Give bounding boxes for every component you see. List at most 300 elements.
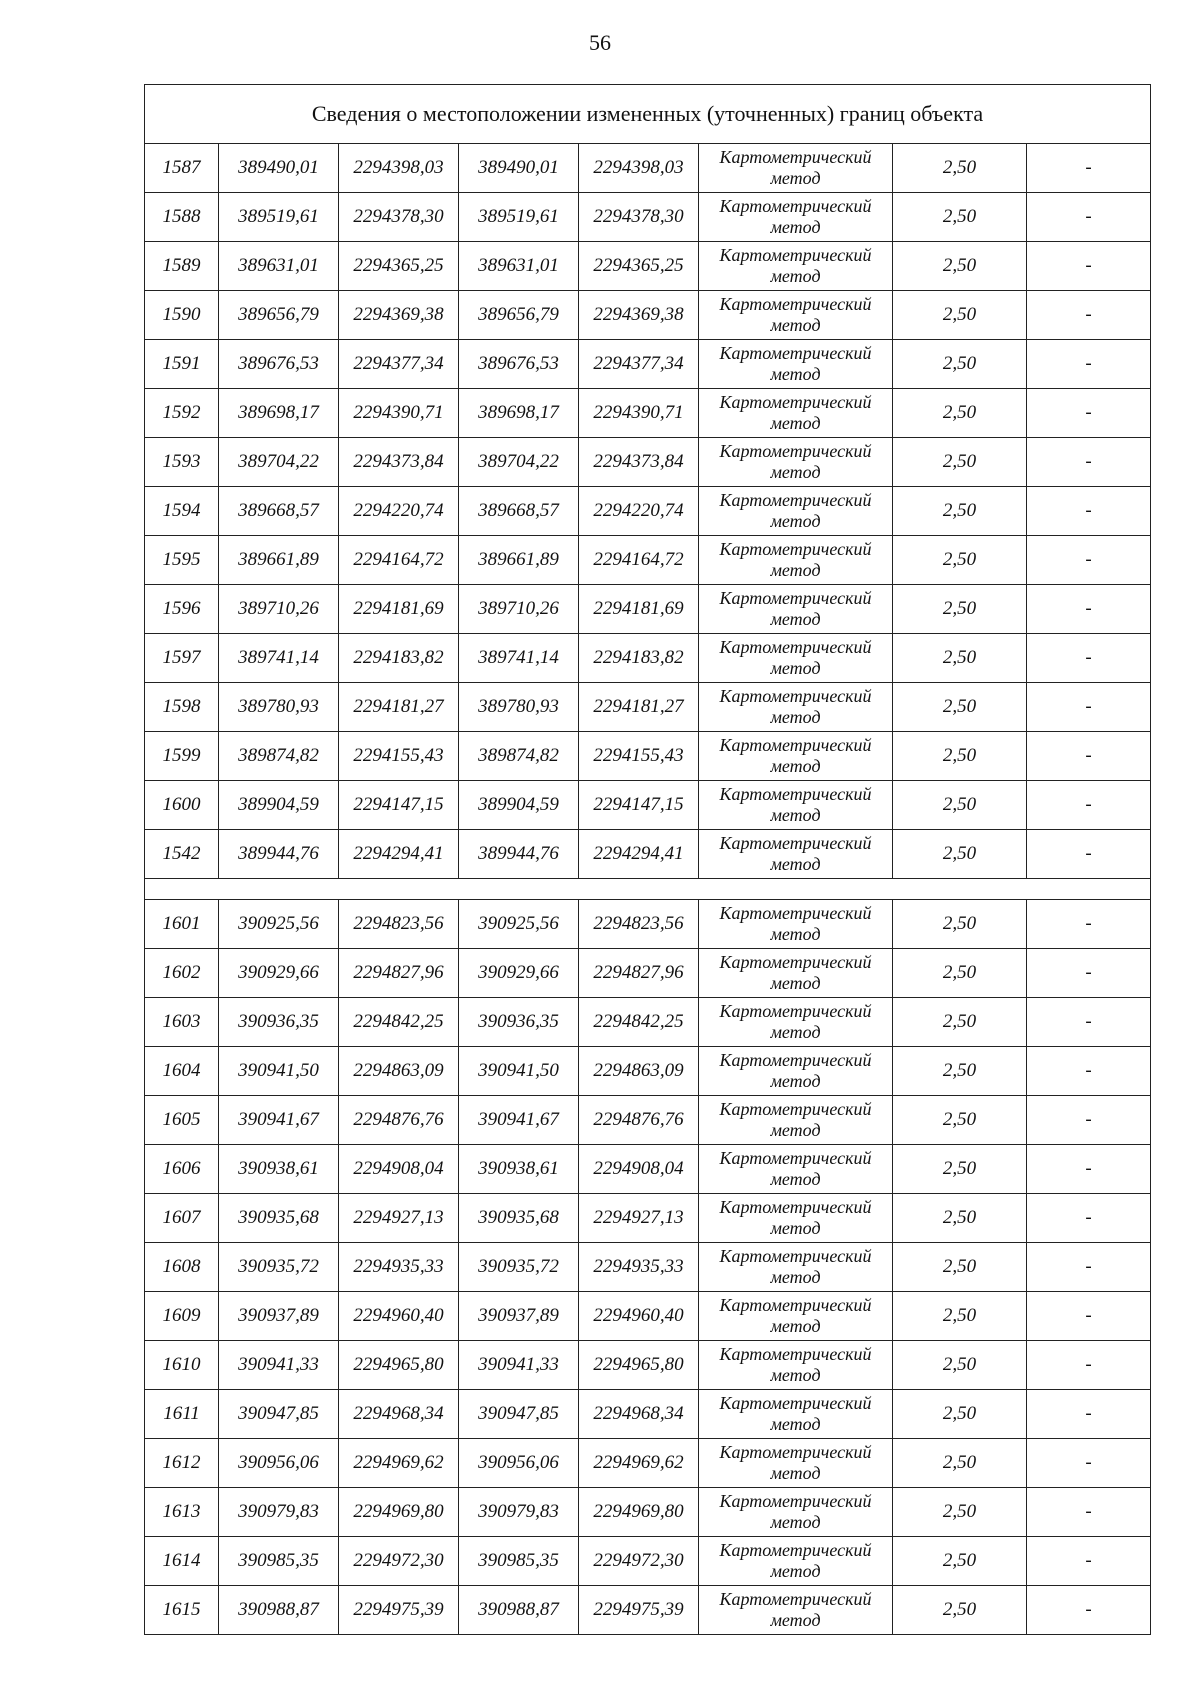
- method-line-2: метод: [770, 924, 821, 944]
- boundary-coordinates-table: [144, 84, 1151, 1635]
- description-cell: -: [1027, 340, 1151, 389]
- y-new-cell: 2294908,04: [579, 1145, 699, 1194]
- description-cell: -: [1027, 830, 1151, 879]
- description-cell: -: [1027, 1096, 1151, 1145]
- method-line-1: Картометрический: [719, 1148, 872, 1168]
- x-new-cell: 389944,76: [459, 830, 579, 879]
- table-title-row: [145, 85, 1151, 144]
- table-row: [145, 683, 1151, 732]
- accuracy-cell: 2,50: [893, 1390, 1027, 1439]
- method-line-2: метод: [770, 1267, 821, 1287]
- y-new-cell: 2294827,96: [579, 949, 699, 998]
- x-new-cell: 390941,50: [459, 1047, 579, 1096]
- x-new-cell: 390925,56: [459, 900, 579, 949]
- x-new-cell: 389668,57: [459, 487, 579, 536]
- accuracy-cell: 2,50: [893, 998, 1027, 1047]
- description-cell: -: [1027, 683, 1151, 732]
- point-number-cell: 1601: [145, 900, 219, 949]
- method-cell: [699, 487, 893, 536]
- y-new-cell: 2294842,25: [579, 998, 699, 1047]
- description-cell: -: [1027, 1047, 1151, 1096]
- point-number-cell: 1609: [145, 1292, 219, 1341]
- method-line-1: Картометрический: [719, 735, 872, 755]
- description-cell: -: [1027, 1439, 1151, 1488]
- method-line-1: Картометрический: [719, 1050, 872, 1070]
- table-row: [145, 1047, 1151, 1096]
- method-cell: [699, 1243, 893, 1292]
- method-cell: [699, 144, 893, 193]
- x-new-cell: 389741,14: [459, 634, 579, 683]
- y-new-cell: 2294975,39: [579, 1586, 699, 1635]
- point-number-cell: 1607: [145, 1194, 219, 1243]
- description-cell: -: [1027, 1243, 1151, 1292]
- method-line-2: метод: [770, 1316, 821, 1336]
- y-old-cell: 2294181,69: [339, 585, 459, 634]
- method-line-2: метод: [770, 315, 821, 335]
- y-old-cell: 2294935,33: [339, 1243, 459, 1292]
- method-line-1: Картометрический: [719, 1246, 872, 1266]
- x-old-cell: 390941,50: [219, 1047, 339, 1096]
- method-line-2: метод: [770, 413, 821, 433]
- y-old-cell: 2294373,84: [339, 438, 459, 487]
- y-new-cell: 2294365,25: [579, 242, 699, 291]
- method-line-2: метод: [770, 658, 821, 678]
- y-old-cell: 2294220,74: [339, 487, 459, 536]
- description-cell: -: [1027, 998, 1151, 1047]
- description-cell: -: [1027, 732, 1151, 781]
- y-old-cell: 2294155,43: [339, 732, 459, 781]
- y-new-cell: 2294965,80: [579, 1341, 699, 1390]
- table-row: [145, 340, 1151, 389]
- x-old-cell: 389780,93: [219, 683, 339, 732]
- x-old-cell: 389668,57: [219, 487, 339, 536]
- point-number-cell: 1600: [145, 781, 219, 830]
- method-line-2: метод: [770, 462, 821, 482]
- method-line-1: Картометрический: [719, 196, 872, 216]
- y-old-cell: 2294927,13: [339, 1194, 459, 1243]
- table-row: [145, 193, 1151, 242]
- y-old-cell: 2294823,56: [339, 900, 459, 949]
- method-line-1: Картометрический: [719, 539, 872, 559]
- accuracy-cell: 2,50: [893, 1586, 1027, 1635]
- accuracy-cell: 2,50: [893, 291, 1027, 340]
- accuracy-cell: 2,50: [893, 1341, 1027, 1390]
- table-row: [145, 1145, 1151, 1194]
- y-new-cell: 2294935,33: [579, 1243, 699, 1292]
- y-old-cell: 2294968,34: [339, 1390, 459, 1439]
- accuracy-cell: 2,50: [893, 487, 1027, 536]
- y-new-cell: 2294155,43: [579, 732, 699, 781]
- method-line-1: Картометрический: [719, 1393, 872, 1413]
- method-line-2: метод: [770, 1414, 821, 1434]
- point-number-cell: 1611: [145, 1390, 219, 1439]
- point-number-cell: 1604: [145, 1047, 219, 1096]
- y-old-cell: 2294863,09: [339, 1047, 459, 1096]
- table-row: [145, 242, 1151, 291]
- y-old-cell: 2294377,34: [339, 340, 459, 389]
- accuracy-cell: 2,50: [893, 683, 1027, 732]
- x-old-cell: 389631,01: [219, 242, 339, 291]
- method-line-1: Картометрический: [719, 147, 872, 167]
- description-cell: -: [1027, 291, 1151, 340]
- table-row: [145, 900, 1151, 949]
- accuracy-cell: 2,50: [893, 1439, 1027, 1488]
- table-body: [145, 85, 1151, 1635]
- method-cell: [699, 1194, 893, 1243]
- point-number-cell: 1599: [145, 732, 219, 781]
- point-number-cell: 1588: [145, 193, 219, 242]
- x-old-cell: 390937,89: [219, 1292, 339, 1341]
- method-line-1: Картометрический: [719, 833, 872, 853]
- accuracy-cell: 2,50: [893, 536, 1027, 585]
- x-new-cell: 390938,61: [459, 1145, 579, 1194]
- x-old-cell: 390929,66: [219, 949, 339, 998]
- method-line-1: Картометрический: [719, 245, 872, 265]
- accuracy-cell: 2,50: [893, 389, 1027, 438]
- accuracy-cell: 2,50: [893, 193, 1027, 242]
- point-number-cell: 1595: [145, 536, 219, 585]
- method-cell: [699, 1096, 893, 1145]
- y-old-cell: 2294378,30: [339, 193, 459, 242]
- method-line-1: Картометрический: [719, 588, 872, 608]
- description-cell: -: [1027, 634, 1151, 683]
- x-new-cell: 389698,17: [459, 389, 579, 438]
- y-new-cell: 2294294,41: [579, 830, 699, 879]
- method-cell: [699, 634, 893, 683]
- description-cell: -: [1027, 585, 1151, 634]
- method-line-1: Картометрический: [719, 343, 872, 363]
- accuracy-cell: 2,50: [893, 1145, 1027, 1194]
- accuracy-cell: 2,50: [893, 438, 1027, 487]
- description-cell: -: [1027, 438, 1151, 487]
- x-new-cell: 389710,26: [459, 585, 579, 634]
- x-new-cell: 389490,01: [459, 144, 579, 193]
- table-row: [145, 291, 1151, 340]
- method-line-2: метод: [770, 1463, 821, 1483]
- method-line-2: метод: [770, 1169, 821, 1189]
- y-old-cell: 2294975,39: [339, 1586, 459, 1635]
- y-new-cell: 2294373,84: [579, 438, 699, 487]
- table-row: [145, 585, 1151, 634]
- method-cell: [699, 683, 893, 732]
- method-line-1: Картометрический: [719, 1491, 872, 1511]
- method-cell: [699, 389, 893, 438]
- table-row: [145, 732, 1151, 781]
- table-row: [145, 389, 1151, 438]
- x-old-cell: 389698,17: [219, 389, 339, 438]
- x-old-cell: 390936,35: [219, 998, 339, 1047]
- method-cell: [699, 1145, 893, 1194]
- table-row: [145, 830, 1151, 879]
- method-cell: [699, 585, 893, 634]
- x-new-cell: 390936,35: [459, 998, 579, 1047]
- method-cell: [699, 1586, 893, 1635]
- x-new-cell: 390947,85: [459, 1390, 579, 1439]
- x-old-cell: 389874,82: [219, 732, 339, 781]
- description-cell: -: [1027, 900, 1151, 949]
- x-new-cell: 389661,89: [459, 536, 579, 585]
- point-number-cell: 1598: [145, 683, 219, 732]
- x-new-cell: 390941,33: [459, 1341, 579, 1390]
- table-row: [145, 487, 1151, 536]
- x-new-cell: 390937,89: [459, 1292, 579, 1341]
- description-cell: -: [1027, 1145, 1151, 1194]
- x-new-cell: 389874,82: [459, 732, 579, 781]
- method-line-1: Картометрический: [719, 903, 872, 923]
- y-old-cell: 2294960,40: [339, 1292, 459, 1341]
- accuracy-cell: 2,50: [893, 1047, 1027, 1096]
- x-old-cell: 389676,53: [219, 340, 339, 389]
- method-cell: [699, 536, 893, 585]
- x-new-cell: 390935,72: [459, 1243, 579, 1292]
- method-cell: [699, 438, 893, 487]
- method-line-2: метод: [770, 1022, 821, 1042]
- method-line-1: Картометрический: [719, 392, 872, 412]
- table-row: [145, 438, 1151, 487]
- y-old-cell: 2294181,27: [339, 683, 459, 732]
- method-cell: [699, 732, 893, 781]
- description-cell: -: [1027, 144, 1151, 193]
- method-cell: [699, 998, 893, 1047]
- table-row: [145, 781, 1151, 830]
- method-line-2: метод: [770, 217, 821, 237]
- method-line-2: метод: [770, 1512, 821, 1532]
- description-cell: -: [1027, 949, 1151, 998]
- y-new-cell: 2294377,34: [579, 340, 699, 389]
- method-line-2: метод: [770, 511, 821, 531]
- x-old-cell: 389741,14: [219, 634, 339, 683]
- y-new-cell: 2294183,82: [579, 634, 699, 683]
- x-old-cell: 389944,76: [219, 830, 339, 879]
- page-number: 56: [589, 30, 611, 55]
- table-row: [145, 1537, 1151, 1586]
- point-number-cell: 1594: [145, 487, 219, 536]
- description-cell: -: [1027, 1488, 1151, 1537]
- x-new-cell: 390935,68: [459, 1194, 579, 1243]
- x-new-cell: 390988,87: [459, 1586, 579, 1635]
- point-number-cell: 1593: [145, 438, 219, 487]
- y-new-cell: 2294390,71: [579, 389, 699, 438]
- description-cell: -: [1027, 1390, 1151, 1439]
- method-cell: [699, 1439, 893, 1488]
- table-row: [145, 1390, 1151, 1439]
- method-line-1: Картометрический: [719, 784, 872, 804]
- method-line-1: Картометрический: [719, 1099, 872, 1119]
- point-number-cell: 1587: [145, 144, 219, 193]
- table-row: [145, 1243, 1151, 1292]
- accuracy-cell: 2,50: [893, 242, 1027, 291]
- y-old-cell: 2294972,30: [339, 1537, 459, 1586]
- x-old-cell: 390985,35: [219, 1537, 339, 1586]
- point-number-cell: 1603: [145, 998, 219, 1047]
- table-title: Сведения о местоположении измененных (уточненных) границ объекта: [145, 85, 1151, 144]
- method-line-1: Картометрический: [719, 952, 872, 972]
- point-number-cell: 1589: [145, 242, 219, 291]
- accuracy-cell: 2,50: [893, 585, 1027, 634]
- y-old-cell: 2294164,72: [339, 536, 459, 585]
- table-row: [145, 1586, 1151, 1635]
- point-number-cell: 1590: [145, 291, 219, 340]
- method-cell: [699, 242, 893, 291]
- description-cell: -: [1027, 193, 1151, 242]
- method-line-1: Картометрический: [719, 686, 872, 706]
- description-cell: -: [1027, 536, 1151, 585]
- x-new-cell: 389656,79: [459, 291, 579, 340]
- x-old-cell: 389490,01: [219, 144, 339, 193]
- method-cell: [699, 193, 893, 242]
- y-old-cell: 2294965,80: [339, 1341, 459, 1390]
- x-old-cell: 390956,06: [219, 1439, 339, 1488]
- point-number-cell: 1592: [145, 389, 219, 438]
- accuracy-cell: 2,50: [893, 144, 1027, 193]
- point-number-cell: 1606: [145, 1145, 219, 1194]
- x-new-cell: 389704,22: [459, 438, 579, 487]
- method-line-2: метод: [770, 805, 821, 825]
- x-old-cell: 390947,85: [219, 1390, 339, 1439]
- method-line-1: Картометрический: [719, 1295, 872, 1315]
- point-number-cell: 1615: [145, 1586, 219, 1635]
- method-line-1: Картометрический: [719, 1589, 872, 1609]
- method-cell: [699, 1341, 893, 1390]
- method-line-2: метод: [770, 1365, 821, 1385]
- accuracy-cell: 2,50: [893, 830, 1027, 879]
- point-number-cell: 1612: [145, 1439, 219, 1488]
- table-row: [145, 1292, 1151, 1341]
- x-new-cell: 390929,66: [459, 949, 579, 998]
- y-old-cell: 2294147,15: [339, 781, 459, 830]
- description-cell: -: [1027, 1292, 1151, 1341]
- method-line-2: метод: [770, 1610, 821, 1630]
- method-line-1: Картометрический: [719, 637, 872, 657]
- accuracy-cell: 2,50: [893, 1243, 1027, 1292]
- method-cell: [699, 340, 893, 389]
- y-new-cell: 2294147,15: [579, 781, 699, 830]
- table-row: [145, 998, 1151, 1047]
- accuracy-cell: 2,50: [893, 1194, 1027, 1243]
- table-row: [145, 1439, 1151, 1488]
- method-cell: [699, 1390, 893, 1439]
- y-old-cell: 2294969,62: [339, 1439, 459, 1488]
- point-number-cell: 1596: [145, 585, 219, 634]
- method-line-2: метод: [770, 973, 821, 993]
- point-number-cell: 1608: [145, 1243, 219, 1292]
- table-row: [145, 949, 1151, 998]
- method-line-1: Картометрический: [719, 294, 872, 314]
- method-line-1: Картометрический: [719, 1442, 872, 1462]
- y-old-cell: 2294827,96: [339, 949, 459, 998]
- x-new-cell: 389676,53: [459, 340, 579, 389]
- y-new-cell: 2294369,38: [579, 291, 699, 340]
- x-new-cell: 390941,67: [459, 1096, 579, 1145]
- x-old-cell: 390935,72: [219, 1243, 339, 1292]
- method-cell: [699, 900, 893, 949]
- y-old-cell: 2294876,76: [339, 1096, 459, 1145]
- y-old-cell: 2294183,82: [339, 634, 459, 683]
- y-new-cell: 2294378,30: [579, 193, 699, 242]
- method-line-1: Картометрический: [719, 1001, 872, 1021]
- point-number-cell: 1605: [145, 1096, 219, 1145]
- x-old-cell: 389710,26: [219, 585, 339, 634]
- group-separator-row: [145, 879, 1151, 900]
- x-old-cell: 390938,61: [219, 1145, 339, 1194]
- y-old-cell: 2294908,04: [339, 1145, 459, 1194]
- x-new-cell: 389519,61: [459, 193, 579, 242]
- y-new-cell: 2294876,76: [579, 1096, 699, 1145]
- accuracy-cell: 2,50: [893, 1488, 1027, 1537]
- x-old-cell: 390941,67: [219, 1096, 339, 1145]
- accuracy-cell: 2,50: [893, 634, 1027, 683]
- method-line-2: метод: [770, 756, 821, 776]
- accuracy-cell: 2,50: [893, 900, 1027, 949]
- y-old-cell: 2294398,03: [339, 144, 459, 193]
- description-cell: -: [1027, 1194, 1151, 1243]
- method-line-2: метод: [770, 854, 821, 874]
- y-new-cell: 2294927,13: [579, 1194, 699, 1243]
- method-line-1: Картометрический: [719, 1344, 872, 1364]
- y-old-cell: 2294294,41: [339, 830, 459, 879]
- method-cell: [699, 949, 893, 998]
- point-number-cell: 1613: [145, 1488, 219, 1537]
- accuracy-cell: 2,50: [893, 1096, 1027, 1145]
- point-number-cell: 1591: [145, 340, 219, 389]
- description-cell: -: [1027, 389, 1151, 438]
- method-line-1: Картометрический: [719, 490, 872, 510]
- y-new-cell: 2294823,56: [579, 900, 699, 949]
- method-line-2: метод: [770, 609, 821, 629]
- description-cell: -: [1027, 242, 1151, 291]
- x-new-cell: 389631,01: [459, 242, 579, 291]
- y-new-cell: 2294164,72: [579, 536, 699, 585]
- point-number-cell: 1597: [145, 634, 219, 683]
- x-old-cell: 389704,22: [219, 438, 339, 487]
- description-cell: -: [1027, 1537, 1151, 1586]
- point-number-cell: 1610: [145, 1341, 219, 1390]
- method-line-2: метод: [770, 364, 821, 384]
- y-old-cell: 2294390,71: [339, 389, 459, 438]
- x-old-cell: 389519,61: [219, 193, 339, 242]
- y-new-cell: 2294969,80: [579, 1488, 699, 1537]
- table-row: [145, 1488, 1151, 1537]
- method-line-2: метод: [770, 168, 821, 188]
- table-row: [145, 1096, 1151, 1145]
- method-line-2: метод: [770, 707, 821, 727]
- description-cell: -: [1027, 487, 1151, 536]
- y-new-cell: 2294398,03: [579, 144, 699, 193]
- y-new-cell: 2294972,30: [579, 1537, 699, 1586]
- point-number-cell: 1614: [145, 1537, 219, 1586]
- method-line-2: метод: [770, 1218, 821, 1238]
- accuracy-cell: 2,50: [893, 1537, 1027, 1586]
- method-line-2: метод: [770, 1120, 821, 1140]
- y-new-cell: 2294968,34: [579, 1390, 699, 1439]
- point-number-cell: 1602: [145, 949, 219, 998]
- table-row: [145, 1341, 1151, 1390]
- x-new-cell: 390956,06: [459, 1439, 579, 1488]
- table-row: [145, 1194, 1151, 1243]
- y-old-cell: 2294969,80: [339, 1488, 459, 1537]
- accuracy-cell: 2,50: [893, 1292, 1027, 1341]
- x-old-cell: 390988,87: [219, 1586, 339, 1635]
- method-cell: [699, 830, 893, 879]
- y-new-cell: 2294181,27: [579, 683, 699, 732]
- x-new-cell: 389904,59: [459, 781, 579, 830]
- y-old-cell: 2294369,38: [339, 291, 459, 340]
- y-new-cell: 2294960,40: [579, 1292, 699, 1341]
- method-cell: [699, 1047, 893, 1096]
- y-new-cell: 2294969,62: [579, 1439, 699, 1488]
- accuracy-cell: 2,50: [893, 340, 1027, 389]
- x-new-cell: 390979,83: [459, 1488, 579, 1537]
